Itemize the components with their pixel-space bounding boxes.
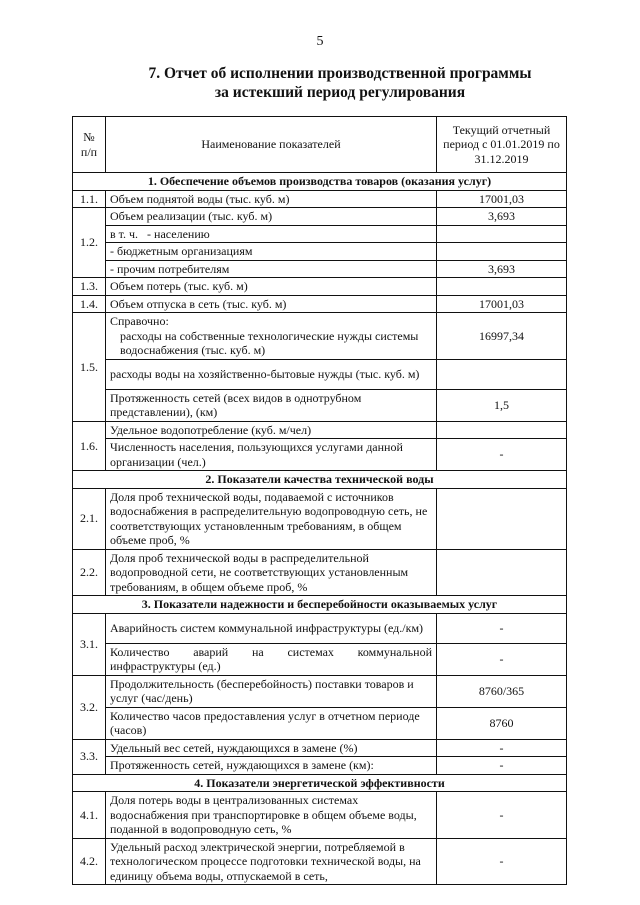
table-row <box>73 295 567 313</box>
row-number: 1.6. <box>73 421 106 471</box>
table-row <box>73 643 567 675</box>
indicator-name: в т. ч. - населению <box>106 225 437 243</box>
indicator-value: 8760/365 <box>437 675 567 707</box>
table-row <box>73 225 567 243</box>
table-row <box>73 707 567 739</box>
row-number: 1.1. <box>73 190 106 208</box>
row-number: 3.1. <box>73 613 106 675</box>
row-number: 2.1. <box>73 488 106 549</box>
section-header <box>73 596 567 614</box>
row-number: 3.2. <box>73 675 106 739</box>
indicator-value <box>437 278 567 296</box>
indicator-value: 16997,34 <box>437 313 567 360</box>
production-program-report-table <box>72 116 567 885</box>
header-reporting-period: Текущий отчетный период с 01.01.2019 по 31.12.2019 <box>437 117 567 173</box>
indicator-name: Удельное водопотребление (куб. м/чел) <box>106 421 437 439</box>
indicator-value: - <box>437 439 567 471</box>
indicator-value: 3,693 <box>437 260 567 278</box>
table-row <box>73 549 567 596</box>
indicator-value: 17001,03 <box>437 190 567 208</box>
indicator-name <box>106 313 437 360</box>
table-row <box>73 260 567 278</box>
indicator-value <box>437 225 567 243</box>
indicator-value: - <box>437 739 567 757</box>
row-number: 2.2. <box>73 549 106 596</box>
indicator-name: расходы воды на хозяйственно-бытовые нужды (тыс. куб. м) <box>106 359 437 389</box>
reference-label: Справочно: <box>110 314 169 328</box>
indicator-name: Доля потерь воды в централизованных системах водоснабжения при транспортировке в общем объеме воды, поданной в водопроводную сеть, % <box>106 792 437 839</box>
table-row <box>73 757 567 775</box>
header-indicator-name: Наименование показателей <box>106 117 437 173</box>
indicator-value: - <box>437 838 567 885</box>
indicator-name: Доля проб технической воды, подаваемой с источников водоснабжения в распределительную водопроводную сеть, не соответствующих установленным требованиям, в общем объеме проб, % <box>106 488 437 549</box>
section-3-title: 3. Показатели надежности и бесперебойности оказываемых услуг <box>73 596 567 614</box>
row-number: 4.2. <box>73 838 106 885</box>
table-row <box>73 278 567 296</box>
report-title <box>60 64 620 102</box>
indicator-name: Удельный расход электрической энергии, потребляемой в технологическом процессе подготовки технической воды, на единицу объема воды, отпускаемой в сеть, <box>106 838 437 885</box>
indicator-name: Количество аварий на системах коммунальной инфраструктуры (ед.) <box>106 643 437 675</box>
indicator-name: Численность населения, пользующихся услугами данной организации (чел.) <box>106 439 437 471</box>
row-number: 1.2. <box>73 208 106 278</box>
indicator-value: 8760 <box>437 707 567 739</box>
table-row <box>73 675 567 707</box>
indicator-name-text: расходы на собственные технологические нужды системы водоснабжения (тыс. куб. м) <box>120 328 419 357</box>
header-number: № п/п <box>73 117 106 173</box>
row-number: 1.3. <box>73 278 106 296</box>
indicator-name: Удельный вес сетей, нуждающихся в замене (%) <box>106 739 437 757</box>
indicator-value: - <box>437 792 567 839</box>
row-number: 1.5. <box>73 313 106 422</box>
row-number: 1.4. <box>73 295 106 313</box>
indicator-value: 17001,03 <box>437 295 567 313</box>
indicator-name: Аварийность систем коммунальной инфраструктуры (ед./км) <box>106 613 437 643</box>
indicator-value <box>437 243 567 261</box>
table-header-row <box>73 117 567 173</box>
table-row <box>73 613 567 643</box>
indicator-name: Объем реализации (тыс. куб. м) <box>106 208 437 226</box>
section-4-title: 4. Показатели энергетической эффективности <box>73 774 567 792</box>
indicator-name: Протяженность сетей, нуждающихся в замене (км): <box>106 757 437 775</box>
indicator-value <box>437 488 567 549</box>
section-header <box>73 774 567 792</box>
table-row <box>73 439 567 471</box>
table-row <box>73 243 567 261</box>
section-header <box>73 471 567 489</box>
report-title-line-1: 7. Отчет об исполнении производственной программы <box>148 65 532 82</box>
section-1-title: 1. Обеспечение объемов производства товаров (оказания услуг) <box>73 173 567 191</box>
table-row <box>73 739 567 757</box>
report-title-line-2: за истекший период регулирования <box>214 84 466 101</box>
indicator-value: - <box>437 613 567 643</box>
page-number: 5 <box>316 34 324 49</box>
indicator-name: - бюджетным организациям <box>106 243 437 261</box>
table-row <box>73 208 567 226</box>
indicator-name: - прочим потребителям <box>106 260 437 278</box>
table-row <box>73 359 567 389</box>
indicator-value: 1,5 <box>437 389 567 421</box>
indicator-name: Количество часов предоставления услуг в отчетном периоде (часов) <box>106 707 437 739</box>
table-row <box>73 838 567 885</box>
table-row <box>73 313 567 360</box>
indicator-name: Доля проб технической воды в распределительной водопроводной сети, не соответствующих установленным требованиям, в общем объеме проб, % <box>106 549 437 596</box>
indicator-value: - <box>437 643 567 675</box>
table-row <box>73 792 567 839</box>
indicator-name: Продолжительность (бесперебойность) поставки товаров и услуг (час/день) <box>106 675 437 707</box>
table-row <box>73 488 567 549</box>
section-header <box>73 173 567 191</box>
row-number: 3.3. <box>73 739 106 774</box>
indicator-name: Объем отпуска в сеть (тыс. куб. м) <box>106 295 437 313</box>
table-row <box>73 421 567 439</box>
row-number: 4.1. <box>73 792 106 839</box>
indicator-value <box>437 549 567 596</box>
indicator-value <box>437 421 567 439</box>
indicator-name: Объем поднятой воды (тыс. куб. м) <box>106 190 437 208</box>
indicator-value <box>437 359 567 389</box>
indicator-value: 3,693 <box>437 208 567 226</box>
indicator-name: Объем потерь (тыс. куб. м) <box>106 278 437 296</box>
indicator-name: Протяженность сетей (всех видов в однотрубном представлении), (км) <box>106 389 437 421</box>
table-row <box>73 389 567 421</box>
section-2-title: 2. Показатели качества технической воды <box>73 471 567 489</box>
table-row <box>73 190 567 208</box>
indicator-value: - <box>437 757 567 775</box>
